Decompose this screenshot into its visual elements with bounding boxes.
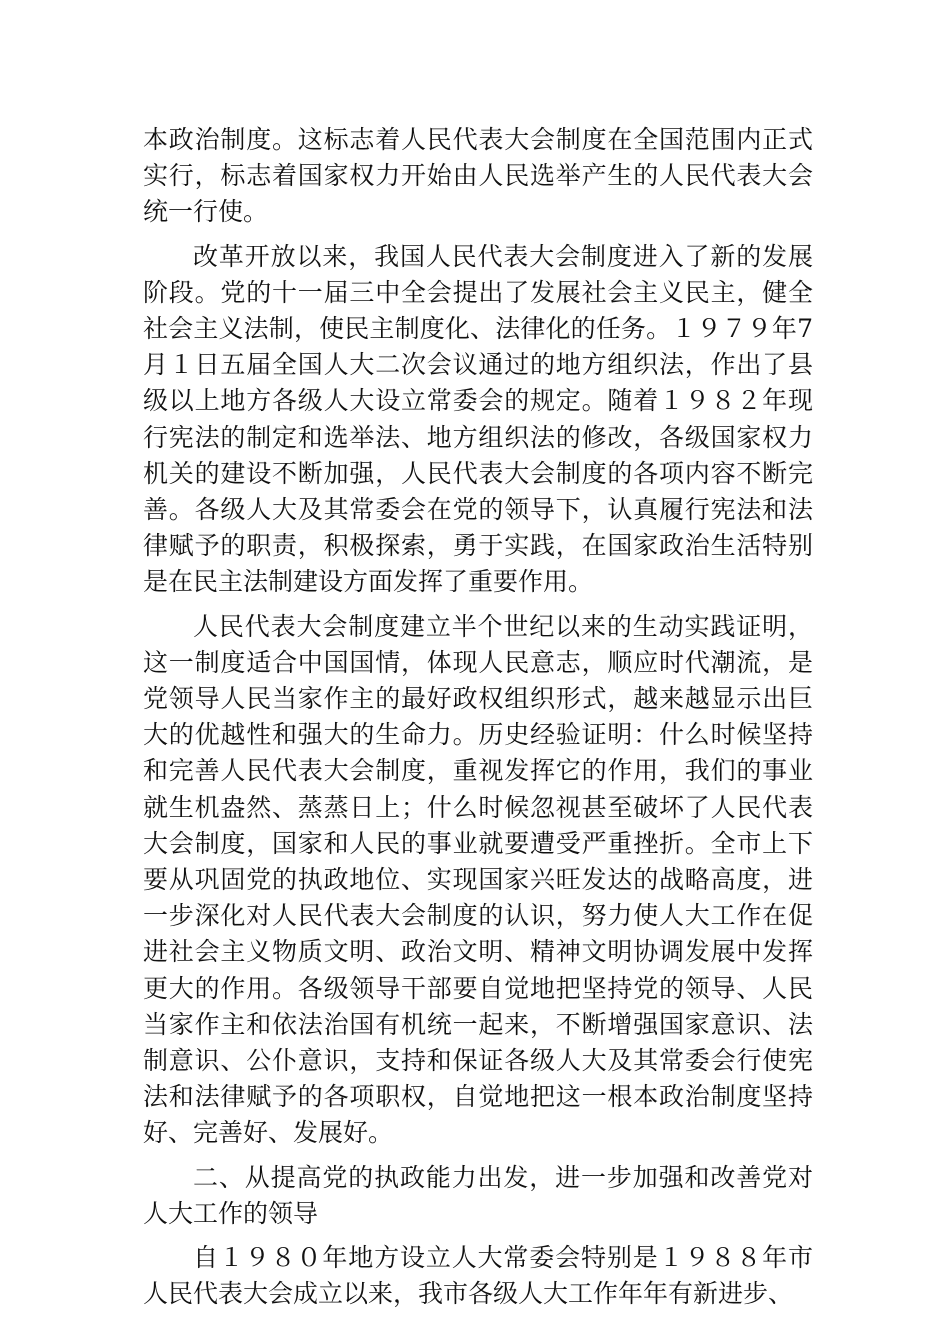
paragraph-since-1980: 自１９８０年地方设立人大常委会特别是１９８８年市人民代表大会成立以来，我市各级人大工作年年有新进步、: [143, 1243, 813, 1309]
paragraph-half-century-practice: 人民代表大会制度建立半个世纪以来的生动实践证明，这一制度适合中国国情，体现人民意志，顺应时代潮流，是党领导人民当家作主的最好政权组织形式，越来越显示出巨大的优越性和强大的生命力。历史经验证明：什么时候坚持和完善人民代表大会制度，重视发挥它的作用，我们的事业就生机盎然、蒸蒸日上；什么时候忽视甚至破坏了人民代表大会制度，国家和人民的事业就要遭受严重挫折。全市上下要从巩固党的执政地位、实现国家兴旺发达的战略高度，进一步深化对人民代表大会制度的认识，努力使人大工作在促进社会主义物质文明、政治文明、精神文明协调发展中发挥更大的作用。各级领导干部要自觉地把坚持党的领导、人民当家作主和依法治国有机统一起来，不断增强国家意识、法制意识、公仆意识，支持和保证各级人大及其常委会行使宪法和法律赋予的各项职权，自觉地把这一根本政治制度坚持好、完善好、发展好。: [143, 611, 813, 1148]
document-page: [143, 122, 813, 1313]
section-heading-two: 二、从提高党的执政能力出发，进一步加强和改善党对人大工作的领导: [143, 1162, 813, 1228]
paragraph-reform-opening: 改革开放以来，我国人民代表大会制度进入了新的发展阶段。党的十一届三中全会提出了发展社会主义民主，健全社会主义法制，使民主制度化、法律化的任务。１９７９年7月１日五届全国人大二次会议通过的地方组织法，作出了县级以上地方各级人大设立常委会的规定。随着１９８２年现行宪法的制定和选举法、地方组织法的修改，各级国家权力机关的建设不断加强，人民代表大会制度的各项内容不断完善。各级人大及其常委会在党的领导下，认真履行宪法和法律赋予的职责，积极探索，勇于实践，在国家政治生活特别是在民主法制建设方面发挥了重要作用。: [143, 241, 813, 597]
paragraph-continuation: 本政治制度。这标志着人民代表大会制度在全国范围内正式实行，标志着国家权力开始由人民选举产生的人民代表大会统一行使。: [143, 125, 813, 227]
